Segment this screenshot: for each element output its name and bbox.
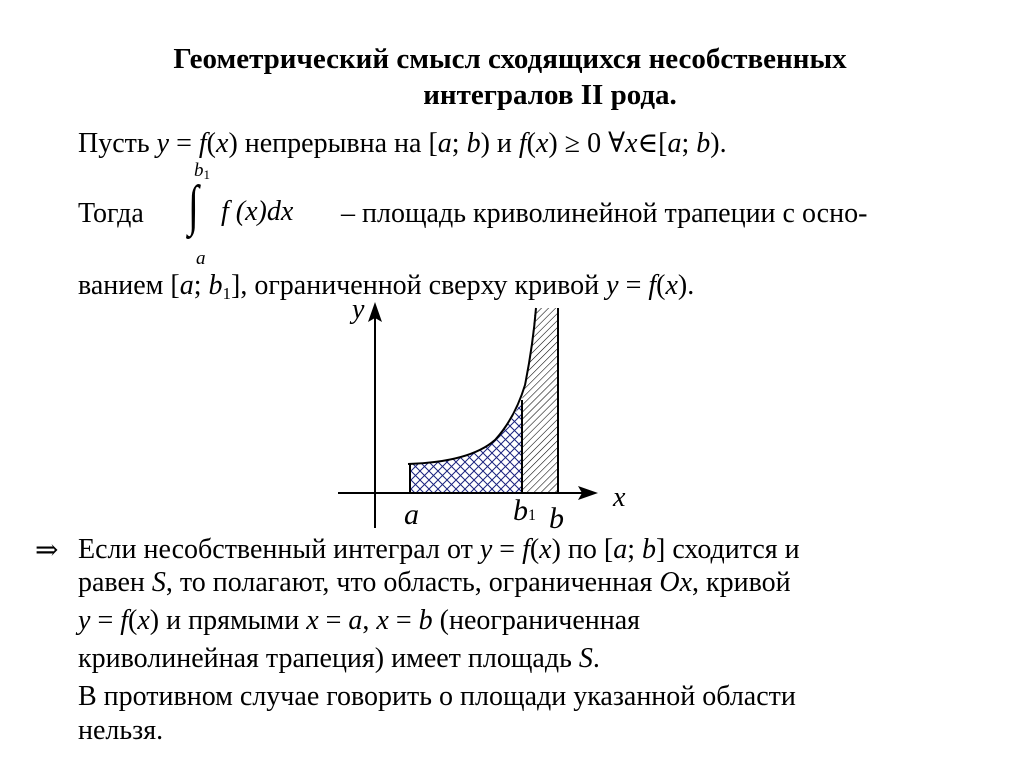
text-run: =: [169, 128, 199, 159]
implies-symbol: ⇒: [35, 535, 59, 566]
text-run: ) и: [480, 128, 519, 159]
text-run: (: [656, 270, 666, 301]
math-var: a: [613, 534, 628, 565]
tick-label-a: a: [404, 498, 419, 531]
text-run: , кривой: [692, 567, 791, 598]
text-run: ) ≥ 0 ∀: [548, 128, 626, 159]
title-line-2: интегралов II рода.: [423, 79, 677, 111]
conclusion-line-2: [78, 566, 988, 599]
integral-sign: ∫: [188, 175, 199, 237]
math-var: x: [665, 270, 678, 301]
math-var: b: [696, 128, 711, 159]
text-run: ∈[: [637, 128, 668, 159]
math-var: a: [348, 605, 363, 636]
title-line-1: Геометрический смысл сходящихся несобственных: [173, 43, 847, 75]
math-var: x: [625, 128, 638, 159]
text-run: ;: [193, 270, 209, 301]
conclusion-line-3: [78, 604, 988, 637]
math-var: x: [306, 605, 319, 636]
conclusion-line-1: [78, 533, 988, 566]
math-var: f: [522, 534, 530, 565]
area-a-b1: [410, 400, 522, 493]
text-run: ;: [451, 128, 467, 159]
math-var: f: [518, 128, 527, 159]
text-run: , то полагают, что область, ограниченная: [165, 567, 660, 598]
text-run: ванием [: [78, 270, 180, 301]
math-var: x: [535, 128, 549, 159]
tick-label-b: b: [549, 502, 564, 535]
math-var: b: [642, 534, 657, 565]
text-run: =: [90, 605, 121, 636]
text-run: ], ограниченной сверху кривой: [231, 270, 607, 301]
text-run: ).: [677, 270, 695, 301]
text-run: равен: [78, 567, 152, 598]
text-run: ) и прямыми: [149, 605, 307, 636]
math-var: a: [667, 128, 682, 159]
math-var: y: [156, 128, 170, 159]
math-var: x: [216, 128, 229, 159]
text-run: ,: [362, 605, 377, 636]
text-run: ;: [681, 128, 697, 159]
math-var: b: [418, 605, 433, 636]
math-var: S: [578, 643, 593, 674]
text-run: =: [318, 605, 349, 636]
integral-expression: [188, 160, 328, 269]
text-run: (: [206, 128, 216, 159]
integral-upper-limit: [194, 160, 210, 183]
conclusion-line-5: В противном случае говорить о площади указанной области: [78, 681, 796, 712]
integrand: f (x)dx: [221, 196, 294, 227]
text-run: криволинейная трапеция) имеет площадь: [78, 643, 579, 674]
math-var: y: [479, 534, 493, 565]
math-var: Ox: [659, 567, 693, 598]
math-var: b: [466, 128, 481, 159]
area-b1-b: [522, 308, 558, 493]
math-var: a: [179, 270, 194, 301]
math-var: b: [208, 270, 223, 301]
text-run: Если несобственный интеграл от: [78, 534, 480, 565]
x-axis-label: x: [613, 482, 626, 513]
math-var: y: [78, 605, 91, 636]
text-run: ).: [710, 128, 727, 159]
text-run: ) непрерывна на [: [228, 128, 438, 159]
math-var: a: [437, 128, 452, 159]
text-run: .: [592, 643, 600, 674]
b1-var: b: [513, 494, 528, 527]
tick-label-b1: [513, 494, 536, 528]
text-run: (: [526, 128, 536, 159]
text-run: ;: [627, 534, 643, 565]
math-var: f: [198, 128, 207, 159]
upper-limit-var: b: [194, 160, 204, 181]
then-line-rest: – площадь криволинейной трапеции с осно-: [341, 198, 868, 229]
intro-line: [78, 128, 727, 160]
integral-lower-limit: a: [196, 248, 206, 269]
conclusion-line-4: [78, 642, 988, 675]
text-run: (неограниченная: [432, 605, 641, 636]
math-var: S: [151, 567, 166, 598]
math-var: f: [648, 270, 657, 301]
text-run: (: [529, 534, 540, 565]
text-run: =: [388, 605, 419, 636]
math-var: y: [606, 270, 619, 301]
then-word: Тогда: [78, 198, 144, 229]
text-run: ) по [: [551, 534, 614, 565]
graph-svg: [330, 300, 650, 540]
y-axis-label: y: [352, 294, 365, 325]
text-run: =: [618, 270, 649, 301]
math-var: x: [539, 534, 552, 565]
math-var: x: [376, 605, 389, 636]
upper-limit-sub: 1: [203, 167, 210, 182]
curvilinear-trapezoid-graph: [330, 294, 650, 545]
conclusion-line-6: нельзя.: [78, 715, 164, 746]
math-var: x: [137, 605, 150, 636]
text-run: Пусть: [78, 128, 157, 159]
subscript: 1: [222, 284, 231, 303]
math-var: f: [120, 605, 129, 636]
text-run: =: [492, 534, 523, 565]
b1-sub: 1: [528, 507, 536, 524]
text-run: ] сходится и: [656, 534, 800, 565]
text-run: (: [128, 605, 138, 636]
